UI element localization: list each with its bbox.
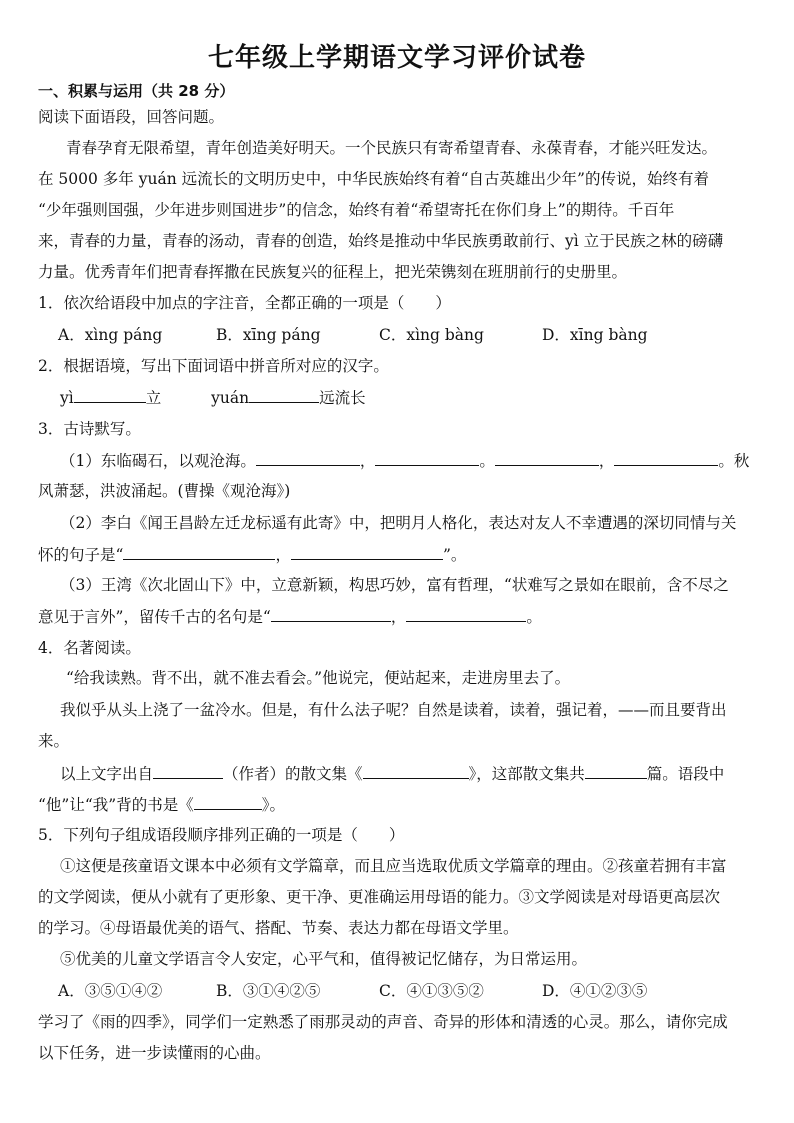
poem-prompt: 怀的句子是“	[38, 546, 124, 564]
option-c[interactable]: C．④①③⑤②	[379, 982, 484, 1000]
closing-line: 学习了《雨的四季》，同学们一定熟悉了雨那灵动的声音、奇异的形体和清透的心灵。那么，请你完成	[38, 1013, 728, 1031]
q5-text-line: ①这便是孩童语文课本中必须有文学篇章，而且应当选取优质文学篇章的理由。②孩童若拥有丰富	[60, 857, 727, 875]
question-2-items	[60, 386, 780, 409]
excerpt-prompt: 以上文字出自	[60, 765, 154, 783]
poem-prompt: 。	[526, 608, 542, 626]
answer-blank[interactable]	[614, 449, 718, 466]
poem-prompt: 。秋	[718, 452, 750, 470]
poem-line: （3）王湾《次北固山下》中，立意新颖，构思巧妙，富有哲理，“状难写之景如在眼前，含不尽之	[60, 576, 729, 594]
poem-line: 怀的句子是“ ， ”。	[38, 543, 758, 566]
answer-blank[interactable]	[375, 449, 479, 466]
answer-blank[interactable]	[585, 762, 647, 779]
answer-blank[interactable]	[153, 762, 223, 779]
passage-line: “少年强则国强，少年进步则国进步”的信念，始终有着“希望寄托在你们身上”的期待。千百年	[38, 201, 675, 219]
poem-line: 风萧瑟，洪波涌起。(曹操《观沧海》)	[38, 482, 291, 500]
excerpt-prompt: 》，这部散文集共	[468, 765, 585, 783]
poem-line: （2）李白《闻王昌龄左迁龙标遥有此寄》中，把明月人格化，表达对友人不幸遭遇的深切同情与关	[60, 514, 737, 532]
poem-prompt: ”。	[442, 546, 467, 564]
pinyin-yuan: yuán	[211, 389, 250, 407]
word-suffix: 立	[145, 389, 162, 407]
passage-line: 力量。优秀青年们把青春挥撒在民族复兴的征程上，把光荣镌刻在班朋前行的史册里。	[38, 263, 628, 281]
excerpt-line: 来。	[38, 732, 70, 750]
section-heading: 一、积累与运用（共 28 分）	[38, 82, 235, 100]
page-title: 七年级上学期语文学习评价试卷	[207, 43, 586, 73]
option-d[interactable]: D．xīng bàng	[542, 326, 648, 344]
poem-line: 意见于言外”，留传千古的名句是“ ， 。	[38, 605, 758, 628]
poem-line: （1）东临碣石，以观沧海。 ， 。 ， 。秋	[60, 449, 780, 472]
answer-blank[interactable]	[74, 386, 146, 403]
excerpt-line: 我似乎从头上浇了一盆冷水。但是，有什么法子呢？自然是读着，读着，强记着，——而且要背出	[60, 701, 727, 719]
answer-blank[interactable]	[256, 449, 360, 466]
option-c[interactable]: C．xìng bàng	[379, 326, 484, 344]
answer-blank[interactable]	[194, 793, 262, 810]
question-3-stem: 3．古诗默写。	[38, 420, 141, 438]
q5-text-line: ⑤优美的儿童文学语言令人安定，心平气和，值得被记忆储存，为日常运用。	[60, 950, 588, 968]
closing-line: 以下任务，进一步读懂雨的心曲。	[38, 1044, 271, 1062]
instruction: 阅读下面语段，回答问题。	[38, 108, 225, 126]
option-d[interactable]: D．④①②③⑤	[542, 982, 648, 1000]
excerpt-question	[38, 793, 758, 816]
excerpt-line: “给我读熟。背不出，就不准去看会。”他说完，便站起来，走进房里去了。	[66, 669, 571, 687]
excerpt-prompt: 篇。语段中	[646, 765, 725, 783]
answer-blank[interactable]	[249, 386, 319, 403]
passage-line: 青春孕育无限希望，青年创造美好明天。一个民族只有寄希望青春、永葆青春，才能兴旺发达。	[66, 139, 718, 157]
question-1-options	[58, 324, 778, 346]
option-b[interactable]: B．③①④②⑤	[216, 982, 321, 1000]
excerpt-prompt: “他”让“我”背的书是《	[38, 796, 194, 814]
answer-blank[interactable]	[291, 543, 443, 560]
option-a[interactable]: A．xìng páng	[58, 326, 163, 344]
excerpt-prompt: （作者）的散文集《	[223, 765, 363, 783]
answer-blank[interactable]	[271, 605, 391, 622]
excerpt-question	[60, 762, 780, 785]
passage-line: 来，青春的力量，青春的汤动，青春的创造，始终是推动中华民族勇敢前行、yì 立于民族之林的磅礴	[38, 232, 724, 250]
q5-text-line: 的文学阅读，便从小就有了更形象、更干净、更准确运用母语的能力。③文学阅读是对母语更高层次	[38, 888, 721, 906]
question-4-stem: 4．名著阅读。	[38, 639, 141, 657]
excerpt-prompt: 》。	[261, 796, 285, 814]
word-suffix: 远流长	[319, 389, 366, 407]
answer-blank[interactable]	[495, 449, 599, 466]
question-1-stem: 1．依次给语段中加点的字注音，全都正确的一项是（ ）	[38, 294, 451, 312]
question-5-options	[58, 980, 778, 1002]
option-a[interactable]: A．③⑤①④②	[58, 982, 163, 1000]
option-b[interactable]: B．xīng páng	[216, 326, 321, 344]
passage-line: 在 5000 多年 yuán 远流长的文明历史中，中华民族始终有着“自古英雄出少年”的传说，始终有着	[38, 170, 709, 188]
question-2-stem: 2．根据语境，写出下面词语中拼音所对应的汉字。	[38, 357, 389, 375]
question-5-stem: 5．下列句子组成语段顺序排列正确的一项是（ ）	[38, 826, 405, 844]
answer-blank[interactable]	[363, 762, 469, 779]
answer-blank[interactable]	[123, 543, 275, 560]
q5-text-line: 的学习。④母语最优美的语气、搭配、节奏、表达力都在母语文学里。	[38, 919, 519, 937]
pinyin-yi: yì	[60, 389, 74, 407]
poem-prompt: 意见于言外”，留传千古的名句是“	[38, 608, 271, 626]
poem-prompt: （1）东临碣石，以观沧海。	[60, 452, 256, 470]
answer-blank[interactable]	[406, 605, 526, 622]
